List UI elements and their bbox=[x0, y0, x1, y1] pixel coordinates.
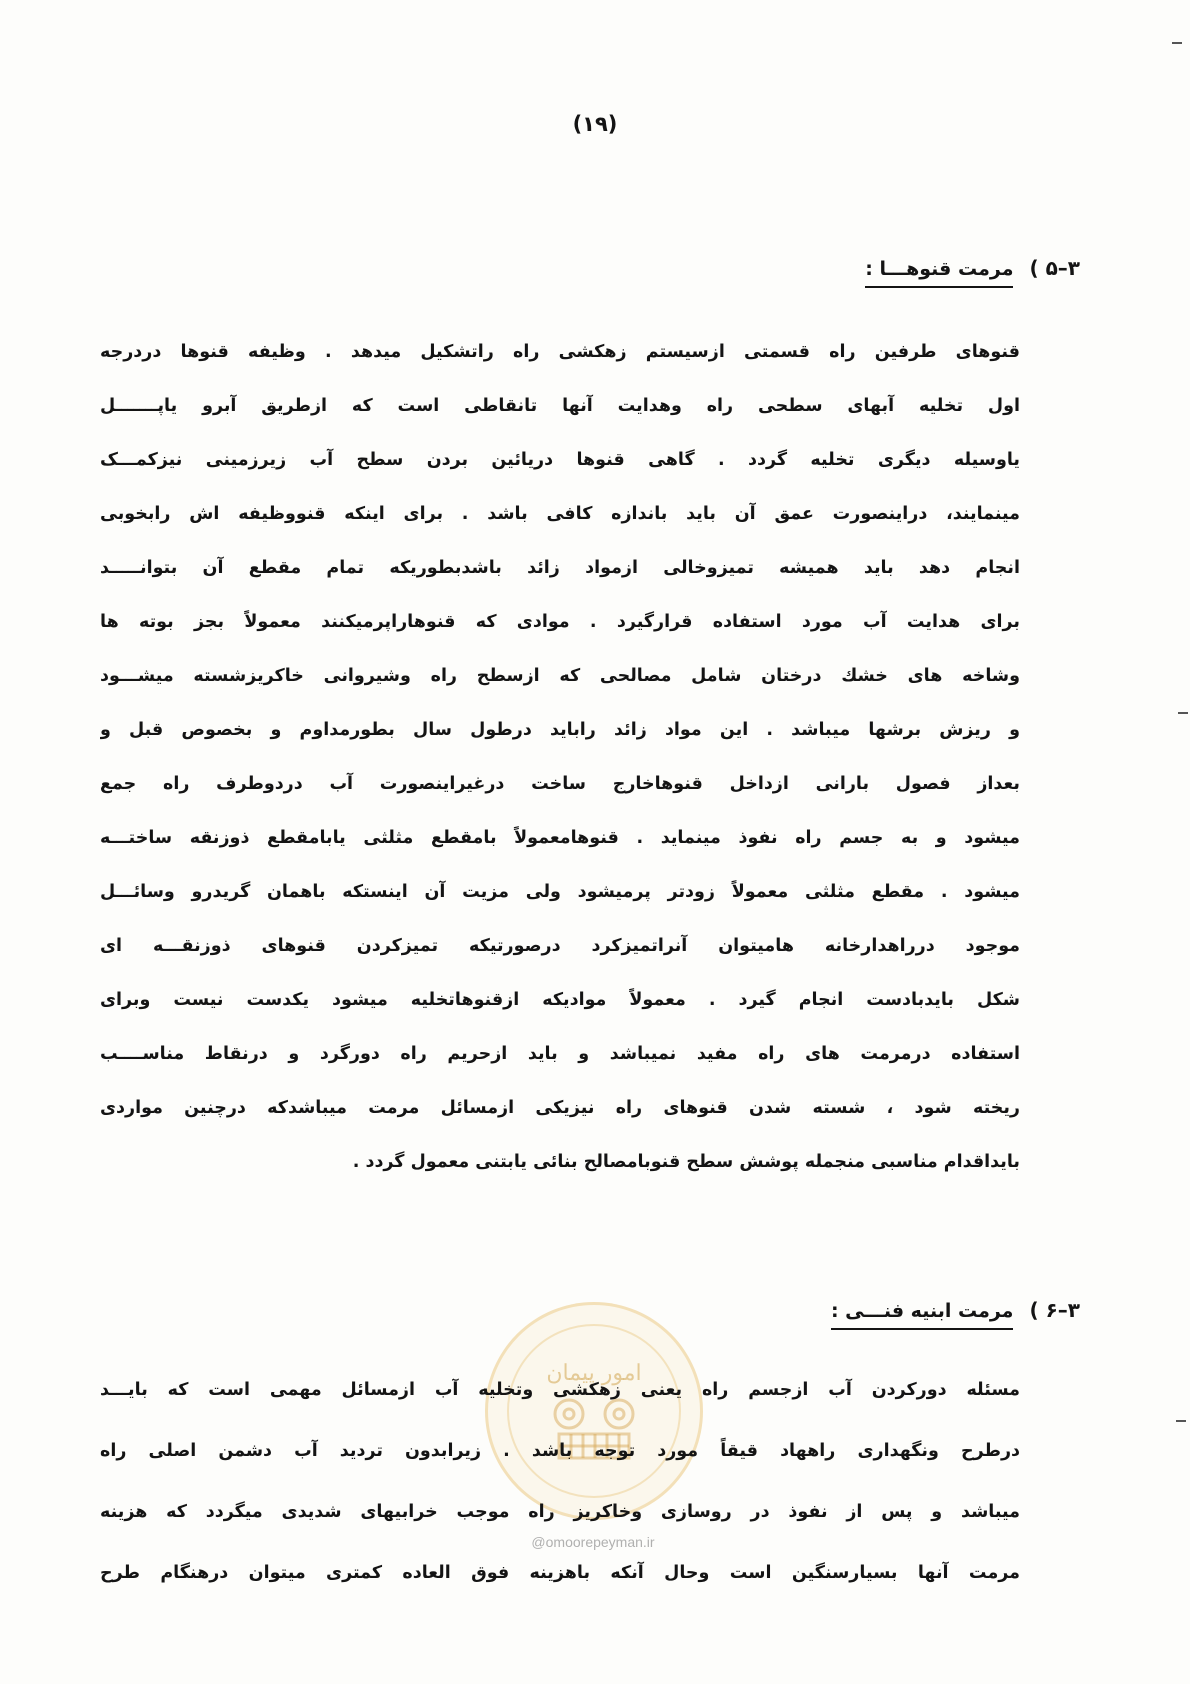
section-number: ۳–۵ ) bbox=[1029, 256, 1080, 280]
text-line: انجام دهد باید همیشه تمیزوخالی ازمواد زائد باشدبطوریکه تمام مقطع آن بتوانـــــد bbox=[100, 558, 1020, 578]
text-line: اول تخلیه آبهای سطحی راه وهدایت آنها تانقاطی است که ازطریق آبرو یاپـــــــل bbox=[100, 396, 1020, 416]
text-line: مرمت آنها بسیارسنگین است وحال آنکه باهزینه فوق العاده کمتری میتوان درهنگام طرح bbox=[100, 1563, 1020, 1583]
text-line: میشود و به جسم راه نفوذ مینماید . قنوهامعمولاً بامقطع مثلثی یابامقطع ذوزنقه ساختـــه bbox=[100, 828, 1020, 848]
text-line: یاوسیله دیگری تخلیه گردد . گاهی قنوها دریائین بردن سطح آب زیرزمینی نیزکمـــک bbox=[100, 450, 1020, 470]
scan-margin-mark bbox=[1176, 1420, 1186, 1422]
text-line: میباشد و پس از نفوذ در روسازی وخاکریز راه موجب خرابیهای شدیدی میگردد که هزینه bbox=[100, 1502, 1020, 1522]
text-line: برای هدایت آب مورد استفاده قرارگیرد . موادی که قنوهاراپرمیکنند معمولاً بجز بوته ها bbox=[100, 612, 1020, 632]
text-line: و ریزش برشها میباشد . این مواد زائد راباید درطول سال بطورمداوم و بخصوص قبل و bbox=[100, 720, 1020, 740]
scan-margin-mark bbox=[1172, 42, 1182, 44]
text-line: بعداز فصول بارانی ازداخل قنوهاخارج ساخت درغیراینصورت آب دردوطرف راه جمع bbox=[100, 774, 1020, 794]
text-line: میشود . مقطع مثلثی معمولاً زودتر پرمیشود ولی مزیت آن اینستکه باهمان گریدرو وسائـــل bbox=[100, 882, 1020, 902]
watermark-title: امور پیمان bbox=[546, 1360, 642, 1386]
section-number: ۳–۶ ) bbox=[1029, 1298, 1080, 1322]
text-line: استفاده درمرمت های راه مفید نمیباشد و باید ازحریم راه دورگرد و درنقاط مناســــب bbox=[100, 1044, 1020, 1064]
page-number: (۱۹) bbox=[572, 112, 618, 136]
text-line: مینمایند، دراینصورت عمق آن باید باندازه کافی باشد . برای اینکه قنووظیفه اش رابخوبی bbox=[100, 504, 1020, 524]
section-heading-technical-structures bbox=[831, 1298, 1080, 1330]
text-line: بایداقدام مناسبی منجمله پوشش سطح قنوبامصالح بنائی یابتنی معمول گردد . bbox=[352, 1152, 1020, 1172]
text-line: مسئله دورکردن آب ازجسم راه یعنی زهکشی وتخلیه آب ازمسائل مهمی است که بایـــد bbox=[100, 1380, 1020, 1400]
text-line: وشاخه های خشك درختان شامل مصالحی که ازسطح راه وشیروانی خاکریزشسته میشـــود bbox=[100, 666, 1020, 686]
text-line: شکل بایدبادست انجام گیرد . معمولاً موادیکه ازقنوهاتخلیه میشود یکدست نیست وبرای bbox=[100, 990, 1020, 1010]
section-body-road-ditches bbox=[100, 325, 1020, 1189]
section-heading-road-ditches bbox=[865, 256, 1080, 288]
scan-margin-mark bbox=[1178, 712, 1188, 714]
text-line: درطرح ونگهداری راههاد قیقاً مورد توجه باشد . زیرابدون تردید آب دشمن اصلی راه bbox=[100, 1441, 1020, 1461]
section-title: مرمت ابنیه فنـــی : bbox=[831, 1300, 1014, 1330]
text-line: موجود درراهدارخانه هامیتوان آنراتمیزکرد درصورتیکه تمیزکردن قنوهای ذوزنقـــه ای bbox=[100, 936, 1020, 956]
text-line: ریخته شود ، شسته شدن قنوهای راه نیزیکی ازمسائل مرمت میباشدکه درچنین مواردی bbox=[100, 1098, 1020, 1118]
section-body-technical-structures bbox=[100, 1360, 1020, 1604]
watermark-url: @omoorepeyman.ir bbox=[531, 1534, 655, 1550]
text-line: قنوهای طرفین راه قسمتی ازسیستم زهکشی راه راتشکیل میدهد . وظیفه قنوها دردرجه bbox=[100, 342, 1020, 362]
section-title: مرمت قنوهـــا : bbox=[865, 258, 1013, 288]
